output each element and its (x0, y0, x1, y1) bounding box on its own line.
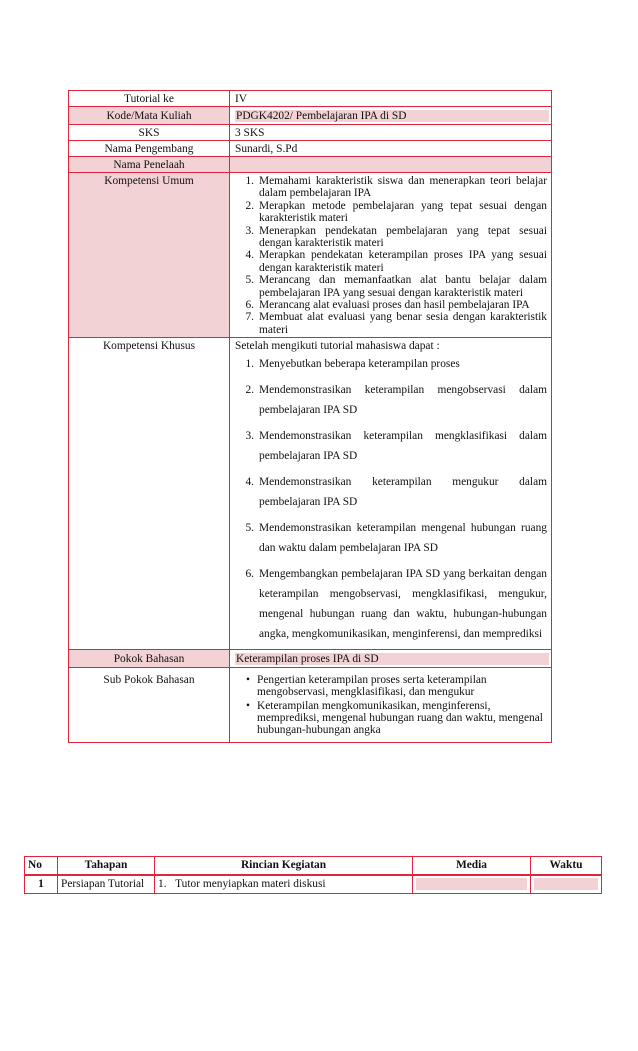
row-kode (69, 107, 552, 125)
row-kompetensi-khusus (69, 338, 552, 649)
header-rincian: Rincian Kegiatan (155, 857, 413, 876)
value-pokok-bahasan-cell (230, 649, 552, 667)
kompetensi-khusus-list (235, 354, 547, 649)
label-kompetensi-khusus: Kompetensi Khusus (69, 338, 230, 649)
rincian-text: Tutor menyiapkan materi diskusi (175, 878, 326, 890)
header-no: No (25, 857, 58, 876)
row-pengembang (69, 141, 552, 157)
value-kompetensi-umum (230, 173, 552, 338)
label-pengembang: Nama Pengembang (69, 141, 230, 157)
value-tutorial-ke: IV (230, 91, 552, 107)
header-waktu: Waktu (531, 857, 602, 876)
label-pokok-bahasan: Pokok Bahasan (69, 649, 230, 667)
label-sks: SKS (69, 125, 230, 141)
cell-no: 1 (25, 875, 58, 894)
list-item: 5. Mendemonstrasikan keterampilan mengenal hubungan ruang dan waktu dalam pembelajaran IPA SD (245, 521, 547, 554)
label-sub-pokok-bahasan: Sub Pokok Bahasan (69, 667, 230, 742)
cell-tahapan: Persiapan Tutorial (58, 875, 155, 894)
value-sub-pokok-bahasan (230, 667, 552, 742)
row-pokok-bahasan (69, 649, 552, 667)
kompetensi-khusus-intro: Setelah mengikuti tutorial mahasiswa dapat : (235, 340, 440, 353)
tutorial-info-table (68, 90, 552, 743)
cell-rincian (155, 875, 413, 894)
row-sub-pokok-bahasan (69, 667, 552, 742)
header-tahapan: Tahapan (58, 857, 155, 876)
list-item: 4. Mendemonstrasikan keterampilan mengukur dalam pembelajaran IPA SD (245, 475, 547, 508)
list-item: 2. Mendemonstrasikan keterampilan mengobservasi dalam pembelajaran IPA SD (245, 383, 547, 416)
row-tutorial-ke (69, 91, 552, 107)
list-item: 4. Merapkan pendekatan keterampilan proses IPA yang sesuai dengan karakteristik materi (245, 249, 547, 274)
sub-pokok-list (235, 674, 547, 742)
value-penelaah (230, 157, 552, 173)
list-item: 3. Menerapkan pendekatan pembelajaran yang tepat sesuai dengan karakteristik materi (245, 224, 547, 250)
row-penelaah (69, 157, 552, 173)
label-penelaah: Nama Penelaah (69, 157, 230, 173)
list-item: 1. Memahami karakteristik siswa dan menerapkan teori belajar dalam pembelajaran IPA (245, 175, 547, 200)
row-kompetensi-umum (69, 173, 552, 338)
rincian-number: 1. (158, 878, 167, 890)
list-item: 3. Mendemonstrasikan keterampilan mengklasifikasi dalam pembelajaran IPA SD (245, 429, 547, 462)
activity-header-row (25, 857, 602, 876)
value-kode: PDGK4202/ Pembelajaran IPA di SD (235, 110, 549, 122)
list-item: 7. Membuat alat evaluasi yang benar sesia dengan karakteristik materi (245, 311, 547, 336)
value-kode-cell (230, 107, 552, 125)
value-pokok-bahasan: Keterampilan proses IPA di SD (235, 653, 549, 665)
value-pengembang: Sunardi, S.Pd (230, 141, 552, 157)
list-item: • Keterampilan mengkomunikasikan, menginferensi, memprediksi, mengenal hubungan ruang dan waktu, mengenal hubungan-hubungan angka (246, 699, 543, 737)
list-item: • Pengertian keterampilan proses serta keterampilan mengobservasi, mengklasifikasi, dan mengukur (246, 673, 487, 699)
kompetensi-umum-list (235, 175, 547, 337)
list-item: 1. Menyebutkan beberapa keterampilan proses (245, 357, 460, 370)
cell-waktu (531, 875, 602, 894)
value-kompetensi-khusus (230, 338, 552, 649)
label-tutorial-ke: Tutorial ke (69, 91, 230, 107)
header-media: Media (413, 857, 531, 876)
row-sks (69, 125, 552, 141)
label-kode: Kode/Mata Kuliah (69, 107, 230, 125)
table-row (25, 875, 602, 894)
list-item: 2. Merapkan metode pembelajaran yang tepat sesuai dengan karakteristik materi (245, 199, 547, 225)
value-sks: 3 SKS (230, 125, 552, 141)
list-item: 6. Merancang alat evaluasi proses dan hasil pembelajaran IPA (245, 299, 530, 312)
list-item: 5. Merancang dan memanfaatkan alat bantu belajar dalam pembelajaran IPA yang sesuai dengan karakteristik materi (245, 274, 547, 299)
activity-table (24, 856, 602, 894)
label-kompetensi-umum: Kompetensi Umum (69, 173, 230, 338)
list-item: 6. Mengembangkan pembelajaran IPA SD yang berkaitan dengan keterampilan mengobservasi, mengklasifikasi, mengukur, mengenal hubungan ruang dan waktu, hubungan-hubungan angka, mengkomunikasikan, menginferensi, dan memprediksi (245, 567, 547, 640)
cell-media (413, 875, 531, 894)
